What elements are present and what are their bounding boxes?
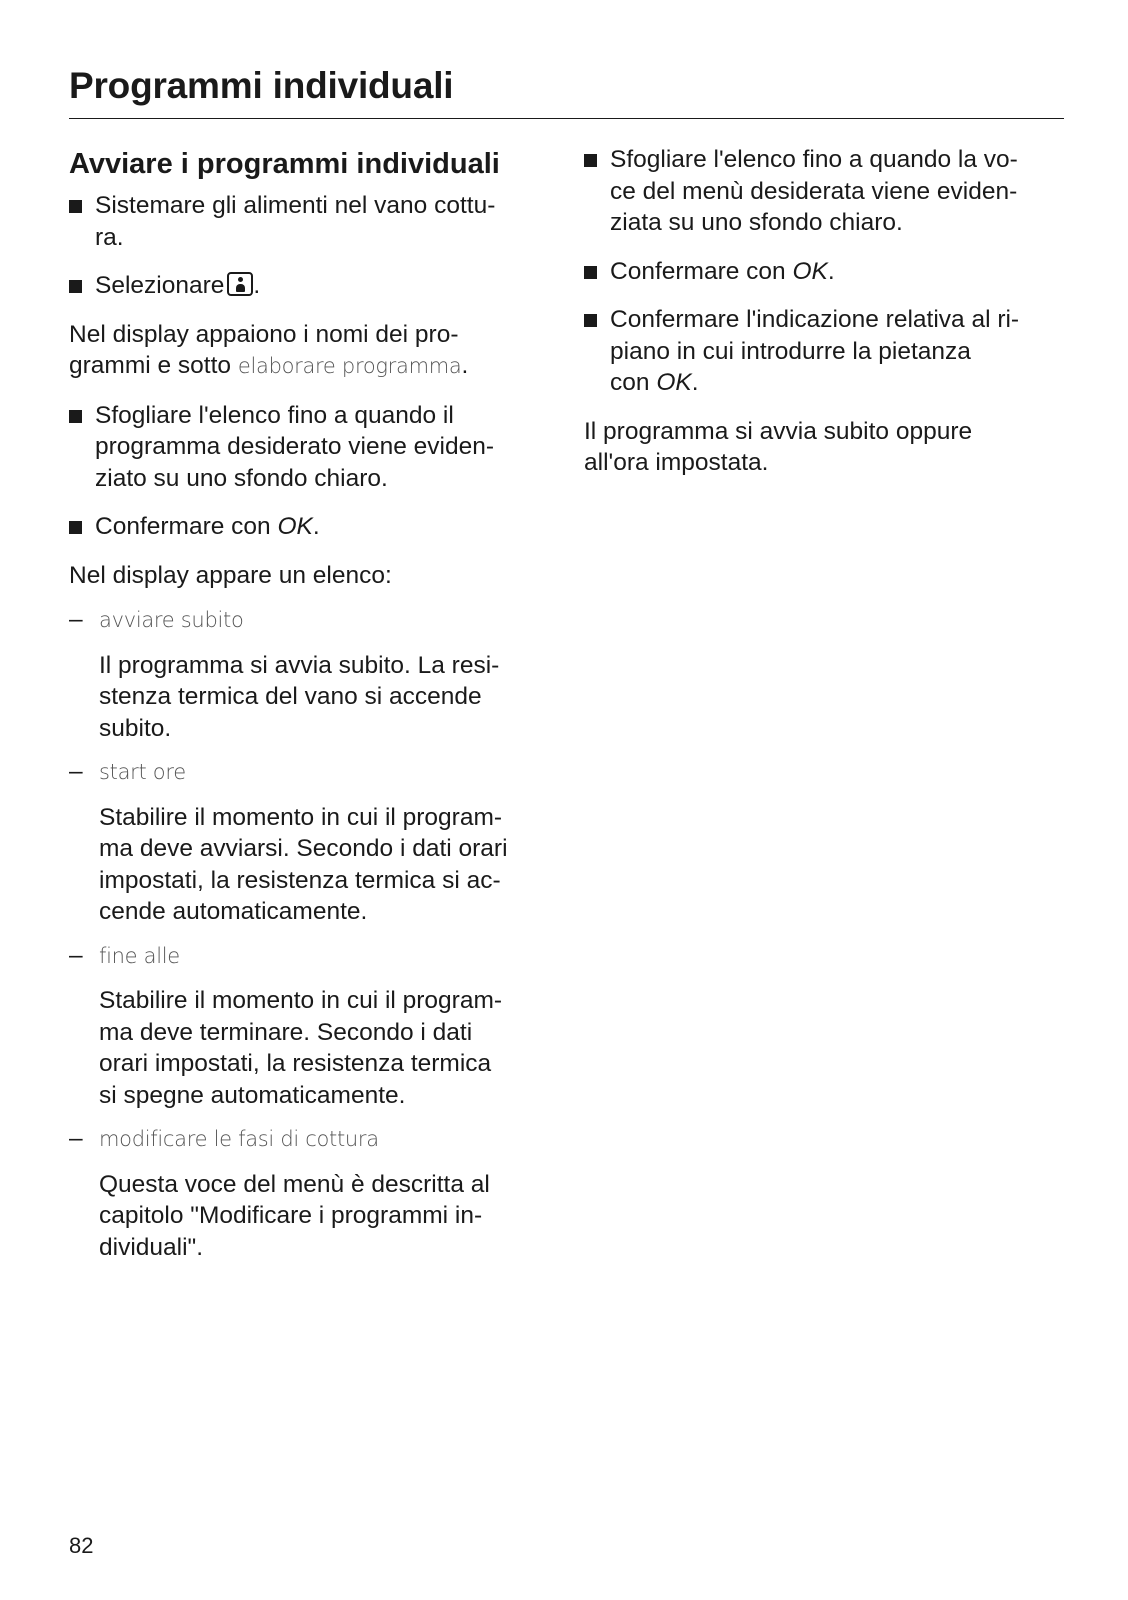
step-text: Confermare l'indicazione relativa al ri- piano in cui introdurre la pietanza con <box>610 306 1020 396</box>
step-confirm-ok <box>584 256 1064 288</box>
left-column <box>69 144 559 1275</box>
option-label <box>69 1123 559 1156</box>
step-end: . <box>312 513 320 540</box>
step-confirm-shelf <box>584 304 1064 399</box>
square-bullet-icon <box>584 266 597 279</box>
display-text-option: avviare subito <box>99 608 244 632</box>
step-end: . <box>827 257 835 285</box>
option-description: Stabilire il momento in cui il program- ma deve avviarsi. Secondo i dati orari impostati, la resistenza termica si ac- cende automaticamente. <box>99 803 508 925</box>
step-confirm-ok <box>69 511 559 543</box>
paragraph-program-start: Il programma si avvia subito oppure all'ora impostata. <box>584 417 973 476</box>
square-bullet-icon <box>69 200 82 213</box>
ok-key-label: OK <box>792 257 828 285</box>
dash-bullet: – <box>69 941 83 969</box>
option-list <box>69 604 559 1263</box>
step-end: . <box>691 369 699 396</box>
option-label <box>69 604 559 637</box>
page-title: Programmi individuali <box>69 65 454 106</box>
dash-bullet: – <box>69 606 83 633</box>
step-text: Sfogliare l'elenco fino a quando la vo- ce del menù desiderata viene eviden- ziata su uno sfondo chiaro. <box>610 146 1018 236</box>
option-description: Questa voce del menù è descritta al capitolo "Modificare i programmi in- dividuali". <box>99 1170 490 1261</box>
right-column <box>584 144 1064 496</box>
step-text: Selezionare <box>95 272 225 299</box>
display-text-option: fine alle <box>99 943 180 968</box>
square-bullet-icon <box>69 521 82 534</box>
page-number: 82 <box>69 1533 94 1558</box>
section-heading: Avviare i programmi individuali <box>69 148 500 180</box>
paragraph-display-names <box>69 319 559 383</box>
step-text: Sfogliare l'elenco fino a quando il programma desiderato viene eviden- ziato su uno sfondo chiaro. <box>95 401 495 492</box>
step-scroll-list <box>69 400 559 495</box>
square-bullet-icon <box>69 280 82 293</box>
paragraph-text: Nel display appaiono i nomi dei pro- grammi e sotto <box>69 320 459 379</box>
square-bullet-icon <box>584 154 597 167</box>
step-scroll-menu <box>584 144 1064 239</box>
step-text: Confermare con <box>610 257 793 285</box>
option-description: Stabilire il momento in cui il program- ma deve terminare. Secondo i dati orari impostati, la resistenza termica si spegne automaticamente. <box>99 987 503 1109</box>
step-place-food <box>69 190 559 253</box>
step-select <box>69 270 559 302</box>
paragraph-end: . <box>461 352 469 379</box>
ok-key-label: OK <box>277 513 313 540</box>
title-divider <box>69 118 1064 119</box>
option-description: Il programma si avvia subito. La resi- stenza termica del vano si accende subito. <box>99 651 500 742</box>
square-bullet-icon <box>584 314 597 327</box>
square-bullet-icon <box>69 410 82 423</box>
option-label <box>69 940 559 973</box>
display-text-elaborare-programma: elaborare programma <box>237 354 462 378</box>
step-text: Sistemare gli alimenti nel vano cottu- ra. <box>95 192 496 251</box>
ok-key-label: OK <box>656 369 692 396</box>
display-text-option: start ore <box>99 760 186 784</box>
step-end: . <box>253 272 261 299</box>
step-text: Confermare con <box>95 513 278 540</box>
dash-bullet: – <box>69 758 83 785</box>
display-text-option: modificare le fasi di cottura <box>99 1127 379 1151</box>
user-profile-key-icon <box>227 272 253 296</box>
dash-bullet: – <box>69 1125 83 1152</box>
paragraph-list-intro: Nel display appare un elenco: <box>69 561 392 589</box>
option-label <box>69 756 559 789</box>
